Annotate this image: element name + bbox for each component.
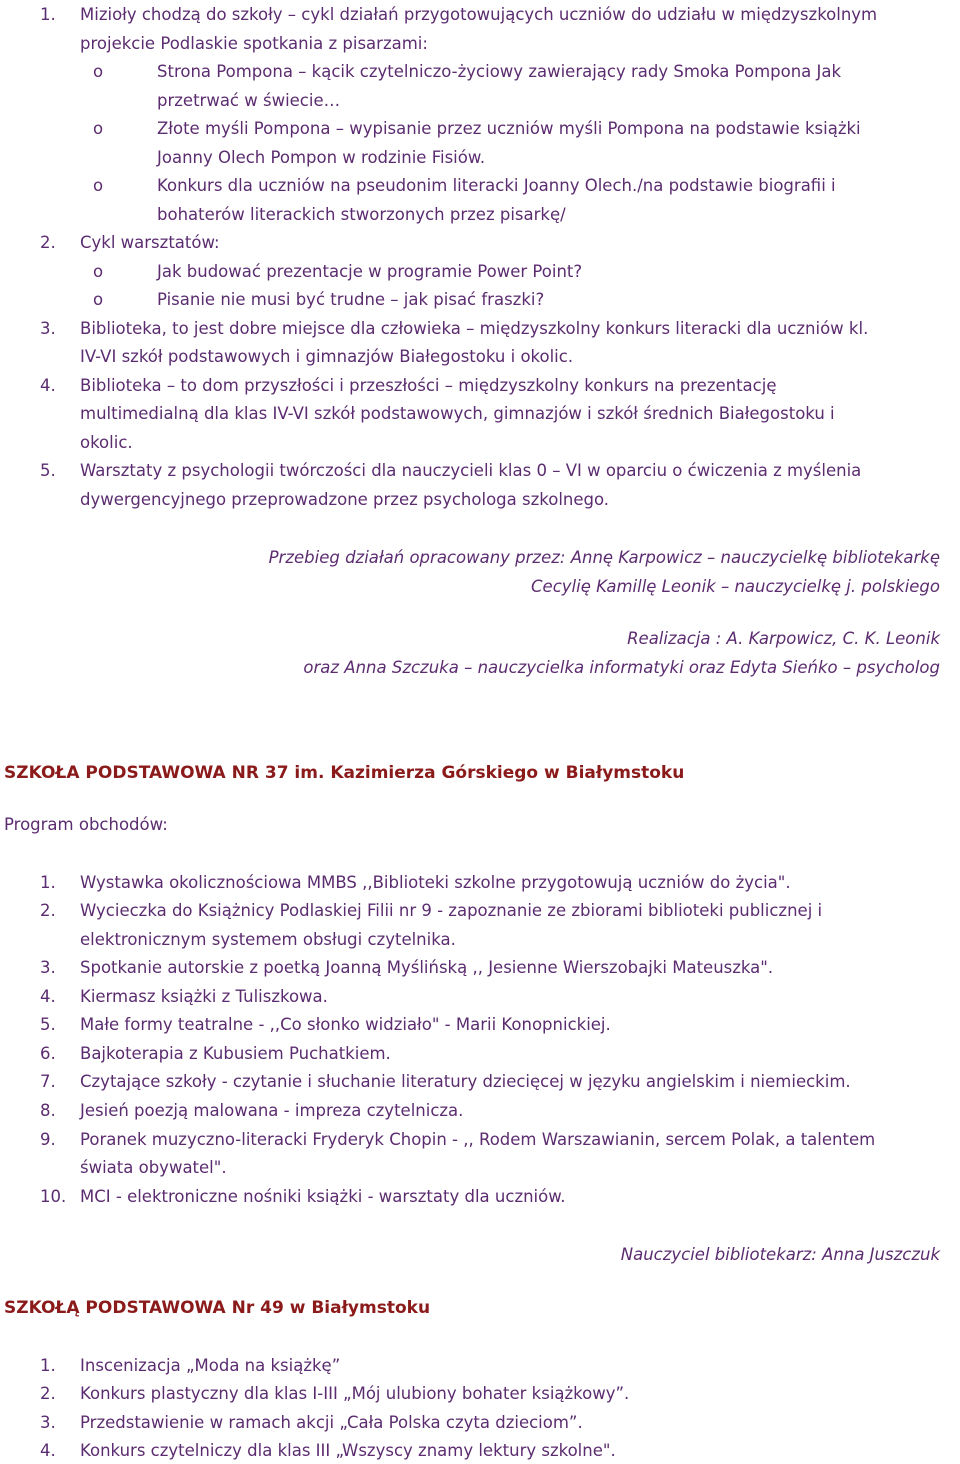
bullet-marker: o <box>93 62 104 81</box>
list-number: 3. <box>40 319 56 338</box>
section-heading: SZKOŁĄ PODSTAWOWA Nr 49 w Białymstoku <box>4 1298 431 1318</box>
list-number: 2. <box>40 233 56 252</box>
list-item-text: Poranek muzyczno-literacki Fryderyk Chopin - ,, Rodem Warszawianin, sercem Polak, a talentem <box>80 1130 876 1149</box>
credit-line: Przebieg działań opracowany przez: Annę Karpowicz – nauczycielkę bibliotekarkę <box>268 548 940 567</box>
list-item-text: Cykl warsztatów: <box>80 233 220 252</box>
sub-item-text: Jak budować prezentacje w programie Power Point? <box>157 262 583 281</box>
sub-item-text: Złote myśli Pompona – wypisanie przez uczniów myśli Pompona na podstawie książki <box>157 119 861 138</box>
list-number: 2. <box>40 1384 56 1403</box>
list-number: 1. <box>40 5 56 24</box>
list-item-text: Wycieczka do Książnicy Podlaskiej Filii nr 9 - zapoznanie ze zbiorami biblioteki publicznej i <box>80 901 823 920</box>
list-number: 5. <box>40 1015 56 1034</box>
bullet-marker: o <box>93 262 104 281</box>
sub-item-text: Strona Pompona – kącik czytelniczo-życiowy zawierający rady Smoka Pompona Jak <box>157 62 842 81</box>
list-item-text: Warsztaty z psychologii twórczości dla nauczycieli klas 0 – VI w oparciu o ćwiczenia z myślenia <box>80 461 862 480</box>
list-number: 4. <box>40 987 56 1006</box>
list-item-text: świata obywatel". <box>80 1158 227 1177</box>
list-item-text: Inscenizacja „Moda na książkę” <box>80 1356 341 1375</box>
credit-line: oraz Anna Szczuka – nauczycielka informatyki oraz Edyta Sieńko – psycholog <box>303 658 940 677</box>
list-item-text: Mizioły chodzą do szkoły – cykl działań przygotowujących uczniów do udziału w międzyszkolnym <box>80 5 878 24</box>
sub-item-text: przetrwać w świecie… <box>157 91 341 110</box>
list-item-text: multimedialną dla klas IV-VI szkół podstawowych, gimnazjów i szkół średnich Białegostoku i <box>80 404 835 423</box>
list-number: 4. <box>40 376 56 395</box>
list-item-text: projekcie Podlaskie spotkania z pisarzami: <box>80 34 428 53</box>
list-number: 8. <box>40 1101 56 1120</box>
list-number: 10. <box>40 1187 67 1206</box>
list-item-text: Spotkanie autorskie z poetką Joanną Myślińską ,, Jesienne Wierszobajki Mateuszka". <box>80 958 774 977</box>
sub-item-text: Pisanie nie musi być trudne – jak pisać fraszki? <box>157 290 545 309</box>
sub-item-text: Joanny Olech Pompon w rodzinie Fisiów. <box>157 148 486 167</box>
sub-item-text: Konkurs dla uczniów na pseudonim literacki Joanny Olech./na podstawie biografii i <box>157 176 836 195</box>
list-number: 1. <box>40 1356 56 1375</box>
signature-line: Nauczyciel bibliotekarz: Anna Juszczuk <box>620 1245 940 1264</box>
list-item-text: dywergencyjnego przeprowadzone przez psychologa szkolnego. <box>80 490 610 509</box>
list-number: 3. <box>40 958 56 977</box>
list-item-text: Konkurs czytelniczy dla klas III „Wszyscy znamy lektury szkolne". <box>80 1441 616 1460</box>
bullet-marker: o <box>93 290 104 309</box>
list-item-text: Czytające szkoły - czytanie i słuchanie literatury dziecięcej w języku angielskim i niemieckim. <box>80 1072 851 1091</box>
list-number: 4. <box>40 1441 56 1460</box>
section-heading: SZKOŁA PODSTAWOWA NR 37 im. Kazimierza Górskiego w Białymstoku <box>4 763 685 783</box>
list-item-text: Konkurs plastyczny dla klas I-III „Mój ulubiony bohater książkowy”. <box>80 1384 630 1403</box>
list-number: 3. <box>40 1413 56 1432</box>
list-number: 9. <box>40 1130 56 1149</box>
list-number: 6. <box>40 1044 56 1063</box>
list-number: 5. <box>40 461 56 480</box>
list-number: 1. <box>40 873 56 892</box>
list-number: 2. <box>40 901 56 920</box>
list-item-text: okolic. <box>80 433 133 452</box>
section-subheading: Program obchodów: <box>4 815 168 834</box>
list-item-text: Przedstawienie w ramach akcji „Cała Polska czyta dzieciom”. <box>80 1413 583 1432</box>
list-item-text: Wystawka okolicznościowa MMBS ,,Biblioteki szkolne przygotowują uczniów do życia". <box>80 873 791 892</box>
list-item-text: IV-VI szkół podstawowych i gimnazjów Białegostoku i okolic. <box>80 347 574 366</box>
bullet-marker: o <box>93 176 104 195</box>
list-item-text: Jesień poezją malowana - impreza czytelnicza. <box>80 1101 464 1120</box>
list-item-text: Bajkoterapia z Kubusiem Puchatkiem. <box>80 1044 391 1063</box>
list-item-text: Biblioteka, to jest dobre miejsce dla człowieka – międzyszkolny konkurs literacki dla uczniów kl. <box>80 319 869 338</box>
list-number: 7. <box>40 1072 56 1091</box>
bullet-marker: o <box>93 119 104 138</box>
list-item-text: Małe formy teatralne - ,,Co słonko widziało" - Marii Konopnickiej. <box>80 1015 611 1034</box>
credit-line: Realizacja : A. Karpowicz, C. K. Leonik <box>627 629 940 648</box>
list-item-text: elektronicznym systemem obsługi czytelnika. <box>80 930 456 949</box>
sub-item-text: bohaterów literackich stworzonych przez pisarkę/ <box>157 205 566 224</box>
list-item-text: Kiermasz książki z Tuliszkowa. <box>80 987 328 1006</box>
list-item-text: Biblioteka – to dom przyszłości i przeszłości – międzyszkolny konkurs na prezentację <box>80 376 777 395</box>
credit-line: Cecylię Kamillę Leonik – nauczycielkę j. polskiego <box>531 577 940 596</box>
list-item-text: MCI - elektroniczne nośniki książki - warsztaty dla uczniów. <box>80 1187 566 1206</box>
